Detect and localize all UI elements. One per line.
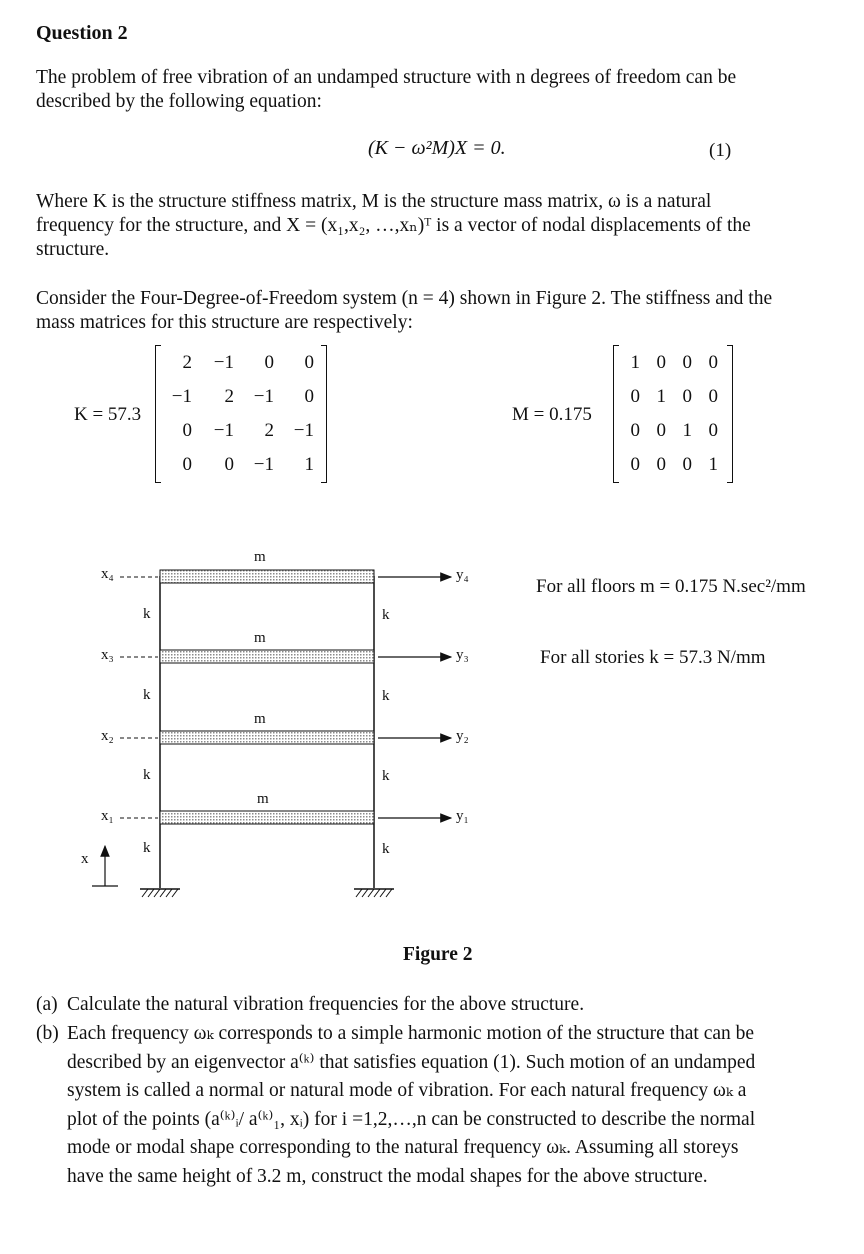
task-b-line-6: have the same height of 3.2 m, construct the modal shapes for the above structure. [67,1165,708,1187]
m-cell: 0 [630,386,640,407]
k-cell: 0 [182,454,192,475]
intro-line-2: described by the following equation: [36,91,322,112]
k-cell: −1 [253,386,274,407]
spring-label-left-2: k [143,767,151,783]
spring-label-left-4: k [143,606,151,622]
consider-paragraph [36,287,848,335]
m-cell: 0 [682,386,692,407]
equation-number: (1) [709,140,732,161]
spring-label-left-1: k [143,840,151,856]
spring-label-right-4: k [382,607,390,623]
spring-label-right-3: k [382,688,390,704]
disp-label-y2: y₂ [456,728,469,744]
task-b-line-1: Each frequency ωₖ corresponds to a simple harmonic motion of the structure that can be [67,1023,755,1044]
spring-label-right-1: k [382,841,390,857]
k-cell: −1 [213,352,234,373]
where-line-3: structure. [36,239,110,260]
mass-matrix-table [620,346,718,482]
spring-label-left-3: k [143,687,151,703]
k-cell: 0 [224,454,234,475]
axis-label-x: x [81,851,89,867]
consider-line-1: Consider the Four-Degree-of-Freedom system (n = 4) shown in Figure 2. The stiffness and the [36,288,773,309]
m-cell: 0 [630,454,640,475]
where-line-1: Where K is the structure stiffness matrix, M is the structure mass matrix, ω is a natural [36,191,712,212]
task-b-line-5: mode or modal shape corresponding to the natural frequency ωₖ. Assuming all storeys [67,1137,739,1158]
k-cell: −1 [213,420,234,441]
mass-label-floor-4: m [254,549,266,565]
m-cell: 1 [682,420,692,441]
m-cell: 1 [630,352,640,373]
x-axis-arrow-icon [92,846,118,886]
spring-label-right-2: k [382,768,390,784]
question-title: Question 2 [36,22,128,44]
task-b-line-3: system is called a normal or natural mode of vibration. For each natural frequency ωₖ a [67,1080,747,1101]
disp-label-y1: y₁ [456,808,469,824]
task-b-line-4: plot of the points (a⁽ᵏ⁾ᵢ/ a⁽ᵏ⁾₁, xᵢ) for i =1,2,…,n can be constructed to describe the normal [67,1108,756,1130]
matrix-m-label: M = 0.175 [512,404,592,425]
right-fixed-support [354,889,394,897]
k-cell: 0 [304,386,314,407]
task-a [36,991,836,1021]
m-cell: 0 [708,352,718,373]
k-cell: 2 [182,352,192,373]
m-cell: 0 [656,454,666,475]
m-cell: 0 [708,420,718,441]
level-label-x3: x₃ [101,647,114,663]
m-cell: 0 [630,420,640,441]
m-cell: 1 [708,454,718,475]
task-b-line-2: described by an eigenvector a⁽ᵏ⁾ that satisfies equation (1). Such motion of an undamped [67,1051,756,1073]
floor-3-slab [160,650,374,663]
equation-1: (K − ω²M)X = 0. [368,137,506,159]
k-cell: −1 [253,454,274,475]
k-cell: 2 [264,420,274,441]
task-b-label: (b) [36,1023,59,1044]
mass-label-floor-1: m [257,791,269,807]
m-cell: 1 [656,386,666,407]
consider-line-2: mass matrices for this structure are respectively: [36,312,413,333]
note-floor-mass: For all floors m = 0.175 N.sec²/mm [536,576,806,597]
k-cell: 0 [264,352,274,373]
floor-1-slab [160,811,374,824]
task-a-label: (a) [36,994,58,1015]
m-cell: 0 [682,352,692,373]
m-cell: 0 [708,386,718,407]
k-cell: 2 [224,386,234,407]
note-story-stiffness: For all stories k = 57.3 N/mm [540,647,766,668]
level-label-x4: x₄ [101,566,114,582]
matrix-k-label: K = 57.3 [74,404,142,425]
m-cell: 0 [682,454,692,475]
left-fixed-support [140,889,180,897]
k-cell: 0 [304,352,314,373]
disp-label-y3: y₃ [456,647,469,663]
figure-caption: Figure 2 [403,944,473,965]
k-cell: 0 [182,420,192,441]
intro-paragraph [36,66,848,114]
k-cell: 1 [304,454,314,475]
k-cell: −1 [171,386,192,407]
disp-label-y4: y₄ [456,567,469,583]
task-a-line-1: Calculate the natural vibration frequencies for the above structure. [67,994,585,1015]
intro-line-1: The problem of free vibration of an undamped structure with n degrees of freedom can be [36,67,737,88]
m-cell: 0 [656,420,666,441]
task-b [36,1020,836,1192]
mass-label-floor-3: m [254,630,266,646]
k-cell: −1 [293,420,314,441]
where-line-2: frequency for the structure, and X = (x₁,x₂, …,xₙ)ᵀ is a vector of nodal displacements of the [36,215,751,236]
where-paragraph [36,190,848,262]
floor-2-slab [160,731,374,744]
floor-4-slab [160,570,374,583]
m-cell: 0 [656,352,666,373]
stiffness-matrix-table [162,346,314,482]
level-label-x1: x₁ [101,808,114,824]
mass-label-floor-2: m [254,711,266,727]
mass-matrix [613,346,733,482]
level-label-x2: x₂ [101,728,114,744]
stiffness-matrix [155,346,327,482]
